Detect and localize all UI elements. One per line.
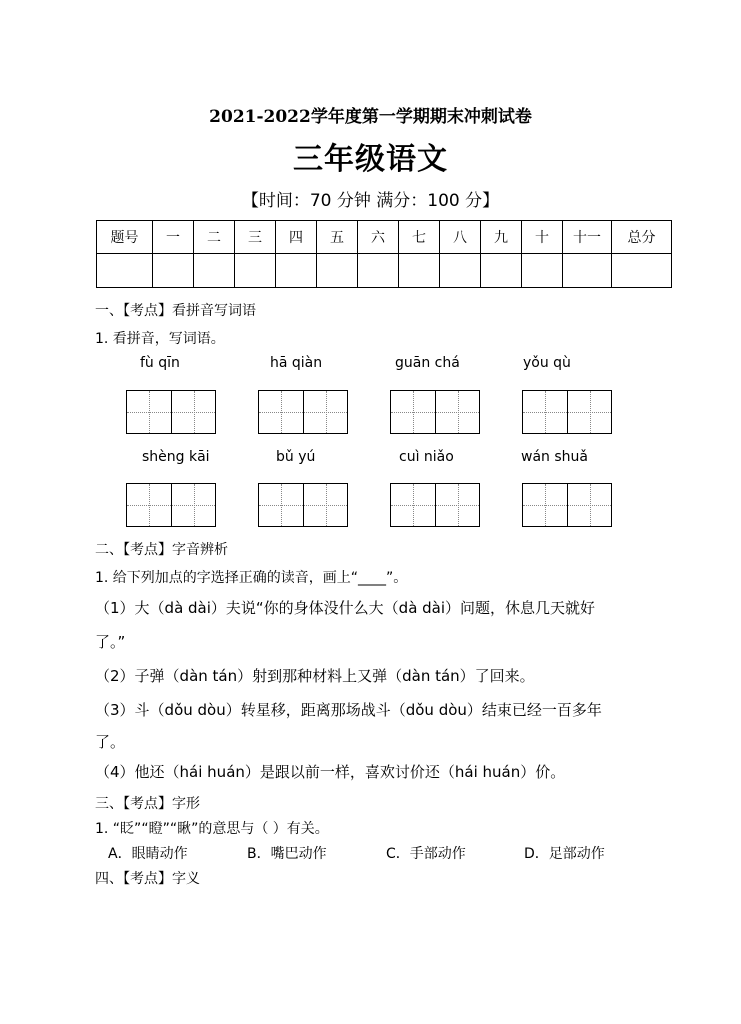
time-score-info: 【时间：70 分钟 满分：100 分】 <box>241 191 500 211</box>
question-item: （3）斗（dǒu dòu）转星移，距离那场战斗（dǒu dòu）结束已经一百多年 <box>95 701 602 719</box>
writing-grid[interactable] <box>390 483 480 527</box>
section-1-question: 1. 看拼音，写词语。 <box>95 331 225 347</box>
writing-grid[interactable] <box>522 483 612 527</box>
section-1-heading: 一、【考点】看拼音写词语 <box>95 303 256 319</box>
section-3-heading: 三、【考点】字形 <box>95 796 200 812</box>
score-cell[interactable] <box>194 254 235 288</box>
header-cell: 五 <box>317 221 358 254</box>
pinyin-label: wán shuǎ <box>521 449 588 465</box>
score-cell[interactable] <box>276 254 317 288</box>
header-cell: 一 <box>153 221 194 254</box>
option-c[interactable]: C．手部动作 <box>386 846 466 862</box>
pinyin-label: shèng kāi <box>142 449 210 465</box>
writing-grid[interactable] <box>258 390 348 434</box>
section-3-question: 1. “眨”“瞪”“瞅”的意思与（ ）有关。 <box>95 821 329 837</box>
pinyin-label: bǔ yú <box>276 449 316 465</box>
header-cell: 三 <box>235 221 276 254</box>
score-cell[interactable] <box>317 254 358 288</box>
header-cell: 总分 <box>612 221 672 254</box>
pinyin-label: yǒu qù <box>523 355 571 371</box>
option-a[interactable]: A．眼睛动作 <box>108 846 188 862</box>
score-cell[interactable] <box>612 254 672 288</box>
pinyin-label: hā qiàn <box>270 355 323 371</box>
section-2-question: 1. 给下列加点的字选择正确的读音，画上“____”。 <box>95 570 408 586</box>
header-cell: 十一 <box>563 221 612 254</box>
header-cell: 四 <box>276 221 317 254</box>
subject-title: 三年级语文 <box>293 142 448 177</box>
score-cell[interactable] <box>235 254 276 288</box>
header-cell: 九 <box>481 221 522 254</box>
score-table <box>96 220 672 288</box>
option-d[interactable]: D．足部动作 <box>524 846 605 862</box>
question-item: （1）大（dà dài）夫说“你的身体没什么大（dà dài）问题，休息几天就好 <box>95 599 596 617</box>
score-cell[interactable] <box>358 254 399 288</box>
question-item: （2）子弹（dàn tán）射到那种材料上又弹（dàn tán）了回来。 <box>95 667 535 685</box>
pinyin-label: cuì niǎo <box>399 449 454 465</box>
header-cell: 二 <box>194 221 235 254</box>
header-cell: 十 <box>522 221 563 254</box>
writing-grid[interactable] <box>126 390 216 434</box>
score-cell[interactable] <box>399 254 440 288</box>
score-table-score-row <box>97 254 672 288</box>
writing-grid[interactable] <box>522 390 612 434</box>
header-cell: 八 <box>440 221 481 254</box>
exam-title: 2021-2022学年度第一学期期末冲刺试卷 <box>209 107 532 127</box>
pinyin-label: fù qīn <box>140 355 180 371</box>
score-cell[interactable] <box>481 254 522 288</box>
score-cell[interactable] <box>440 254 481 288</box>
header-cell: 六 <box>358 221 399 254</box>
question-item: （4）他还（hái huán）是跟以前一样，喜欢讨价还（hái huán）价。 <box>95 763 566 781</box>
score-cell[interactable] <box>153 254 194 288</box>
score-cell[interactable] <box>563 254 612 288</box>
question-item-continued: 了。 <box>95 733 126 751</box>
writing-grid[interactable] <box>258 483 348 527</box>
writing-grid[interactable] <box>390 390 480 434</box>
header-cell: 七 <box>399 221 440 254</box>
writing-grid[interactable] <box>126 483 216 527</box>
option-b[interactable]: B．嘴巴动作 <box>247 846 327 862</box>
question-item-continued: 了。” <box>95 633 126 651</box>
score-table-header-row <box>97 221 672 254</box>
score-cell[interactable] <box>522 254 563 288</box>
section-2-heading: 二、【考点】字音辨析 <box>95 542 228 558</box>
header-cell: 题号 <box>97 221 153 254</box>
score-cell[interactable] <box>97 254 153 288</box>
pinyin-label: guān chá <box>395 355 460 371</box>
section-4-heading: 四、【考点】字义 <box>95 871 200 887</box>
